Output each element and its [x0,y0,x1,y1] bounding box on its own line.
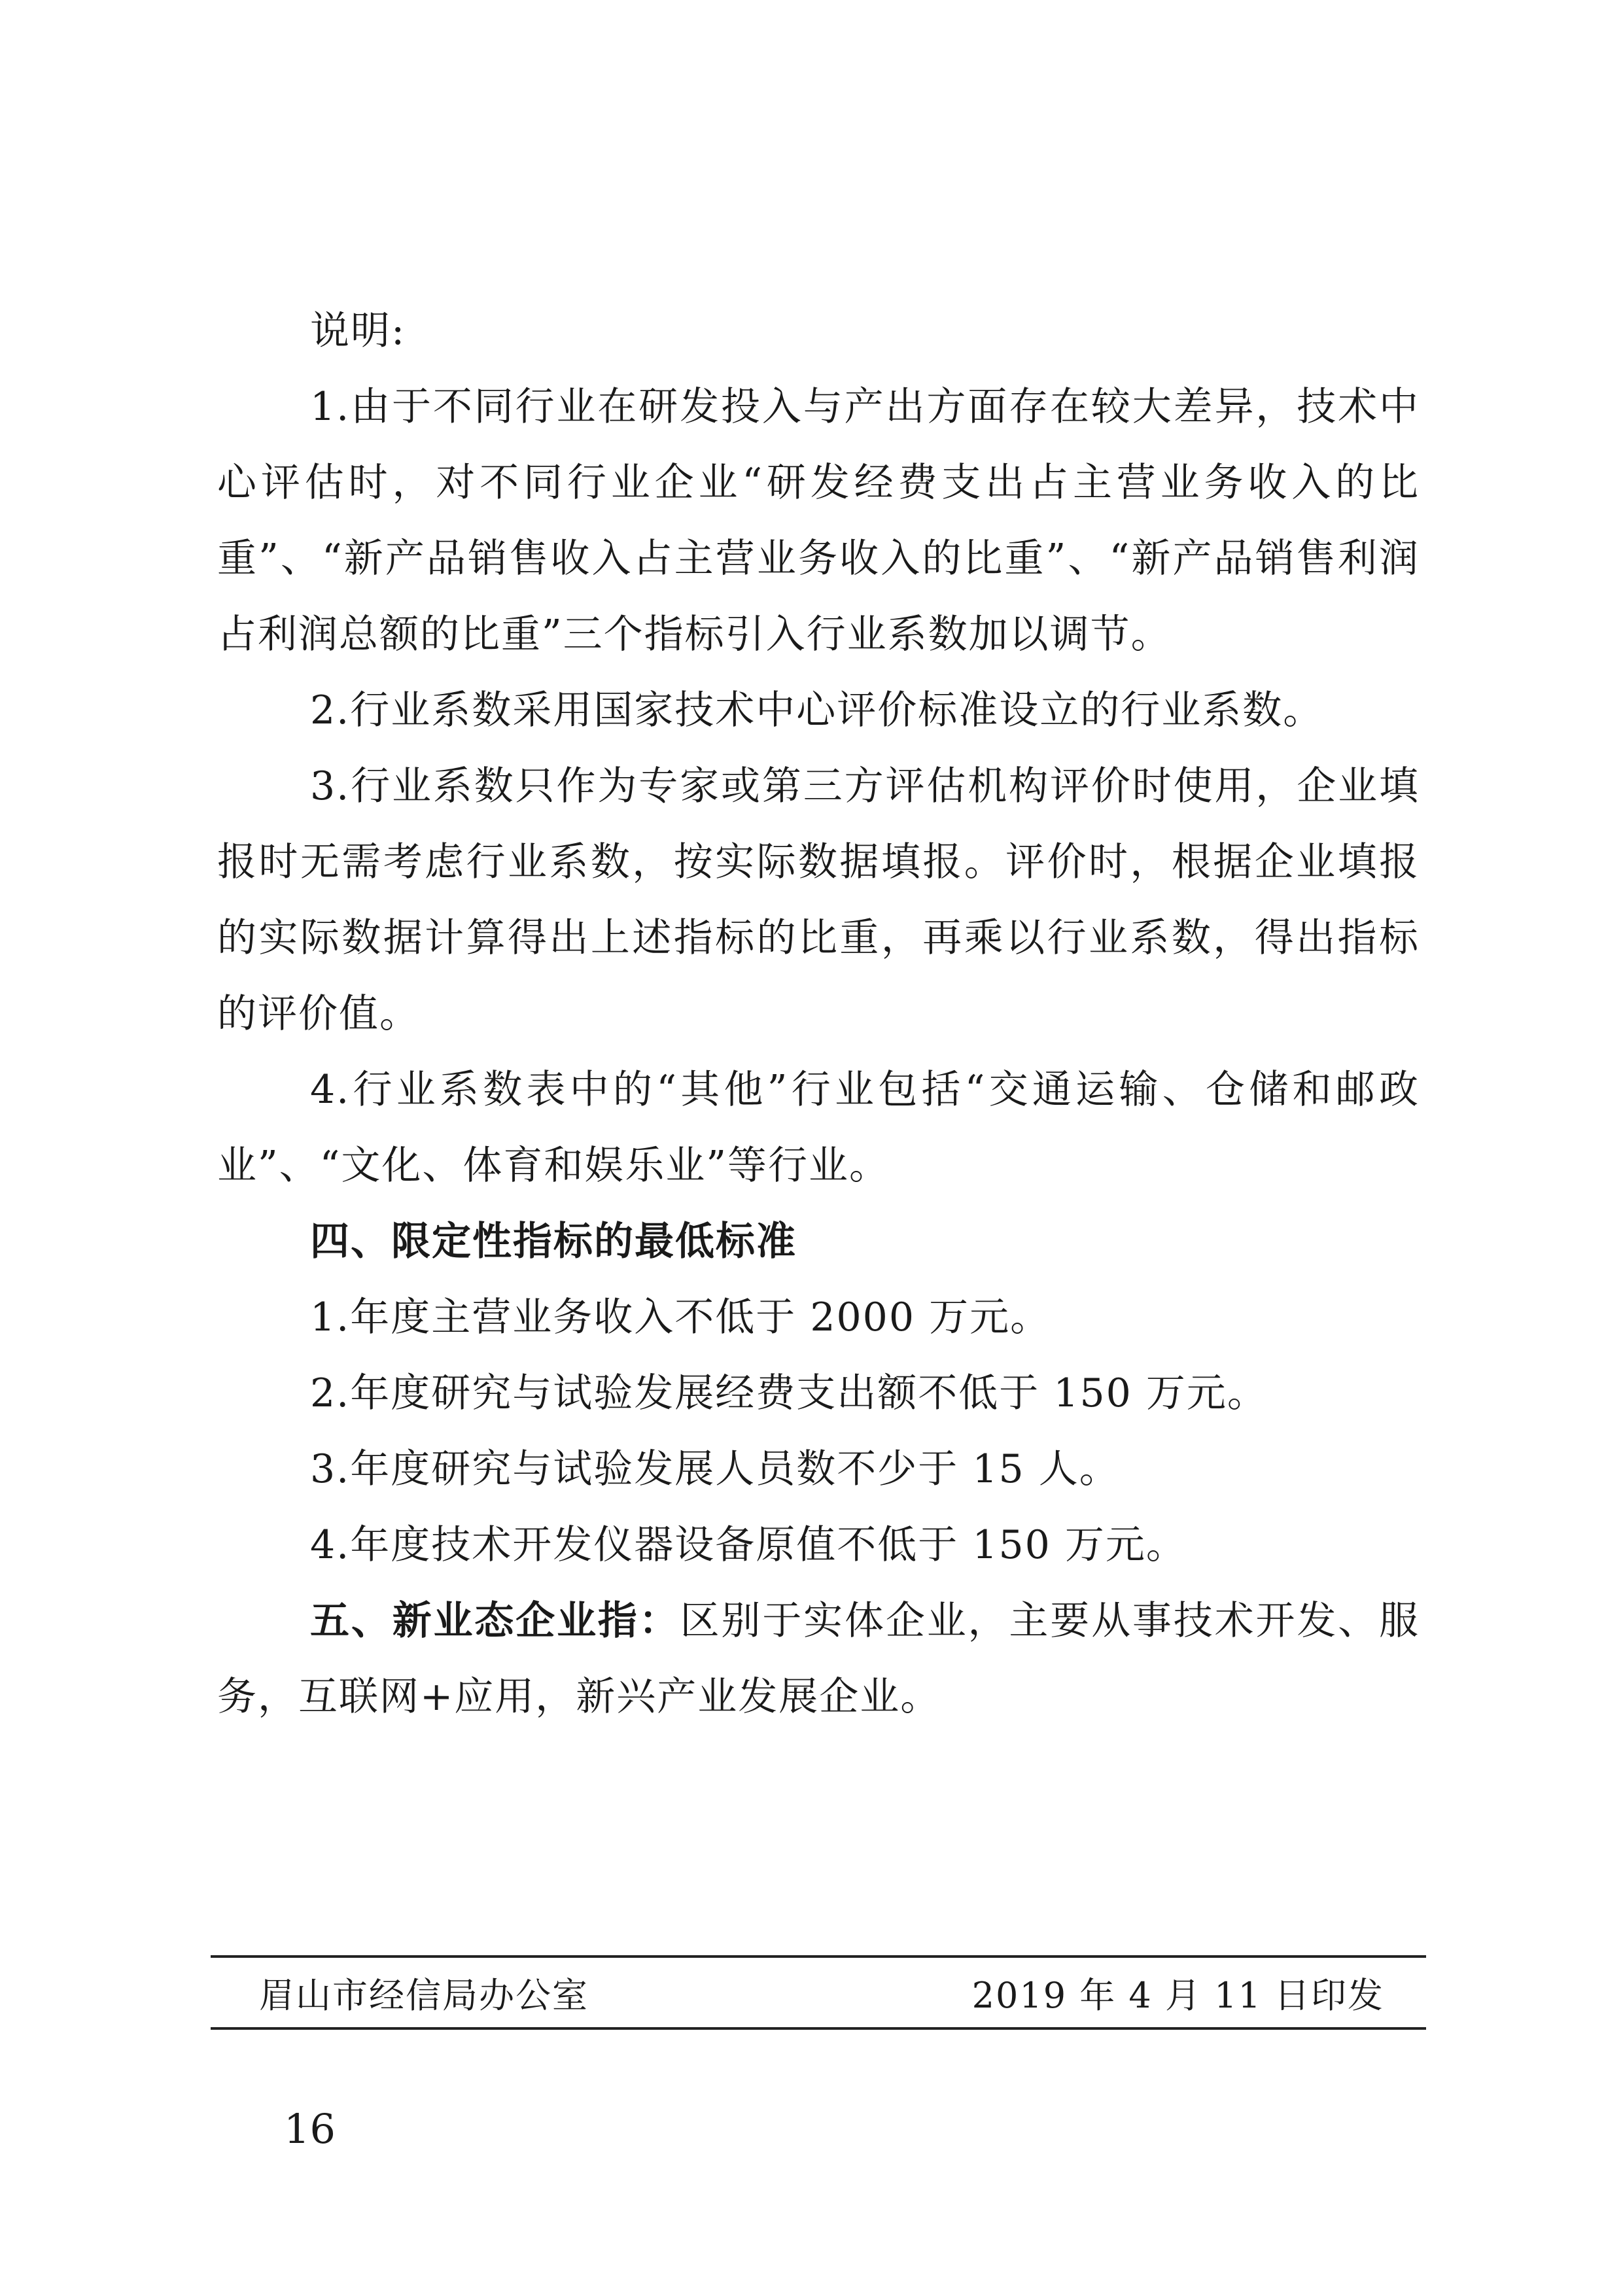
minimum-standard-3: 3.年度研究与试验发展人员数不少于 15 人。 [310,1446,1120,1492]
footer-row [211,1958,1426,2027]
minimum-standard-1: 1.年度主营业务收入不低于 2000 万元。 [310,1295,1051,1340]
footer-bottom-rule [211,2027,1426,2030]
explanation-note-2: 2.行业系数采用国家技术中心评价标准设立的行业系数。 [310,687,1324,733]
explanation-label: 说明: [310,308,406,354]
section-5-paragraph [217,1583,1420,1735]
issue-date: 2019 年 4 月 11 日印发 [971,1974,1384,2016]
minimum-standard-4: 4.年度技术开发仪器设备原值不低于 150 万元。 [310,1522,1187,1568]
issuance-footer [211,1955,1426,2030]
section-5-heading: 五、新业态企业指： [310,1598,680,1644]
page-number: 16 [284,2105,336,2153]
explanation-note-3: 3.行业系数只作为专家或第三方评估机构评价时使用，企业填报时无需考虑行业系数，按实际数据填报。评价时，根据企业填报的实际数据计算得出上述指标的比重，再乘以行业系数，得出指标的评价值。 [217,763,1420,1037]
section-5-definition: 区别于实体企业，主要从事技术开发、服务，互联网+应用，新兴产业发展企业。 [217,1598,1420,1720]
explanation-note-4: 4.行业系数表中的“其他”行业包括“交通运输、仓储和邮政业”、“文化、体育和娱乐业”等行业。 [217,1067,1420,1189]
section-4-heading: 四、限定性指标的最低标准 [310,1219,797,1264]
minimum-standard-2: 2.年度研究与试验发展经费支出额不低于 150 万元。 [310,1370,1268,1416]
explanation-note-1: 1.由于不同行业在研发投入与产出方面存在较大差异，技术中心评估时，对不同行业企业“研发经费支出占主营业务收入的比重”、“新产品销售收入占主营业务收入的比重”、“新产品销售利润占利润总额的比重”三个指标引入行业系数加以调节。 [217,384,1420,657]
document-body [217,293,1420,1735]
issuing-office: 眉山市经信局办公室 [259,1974,589,2016]
